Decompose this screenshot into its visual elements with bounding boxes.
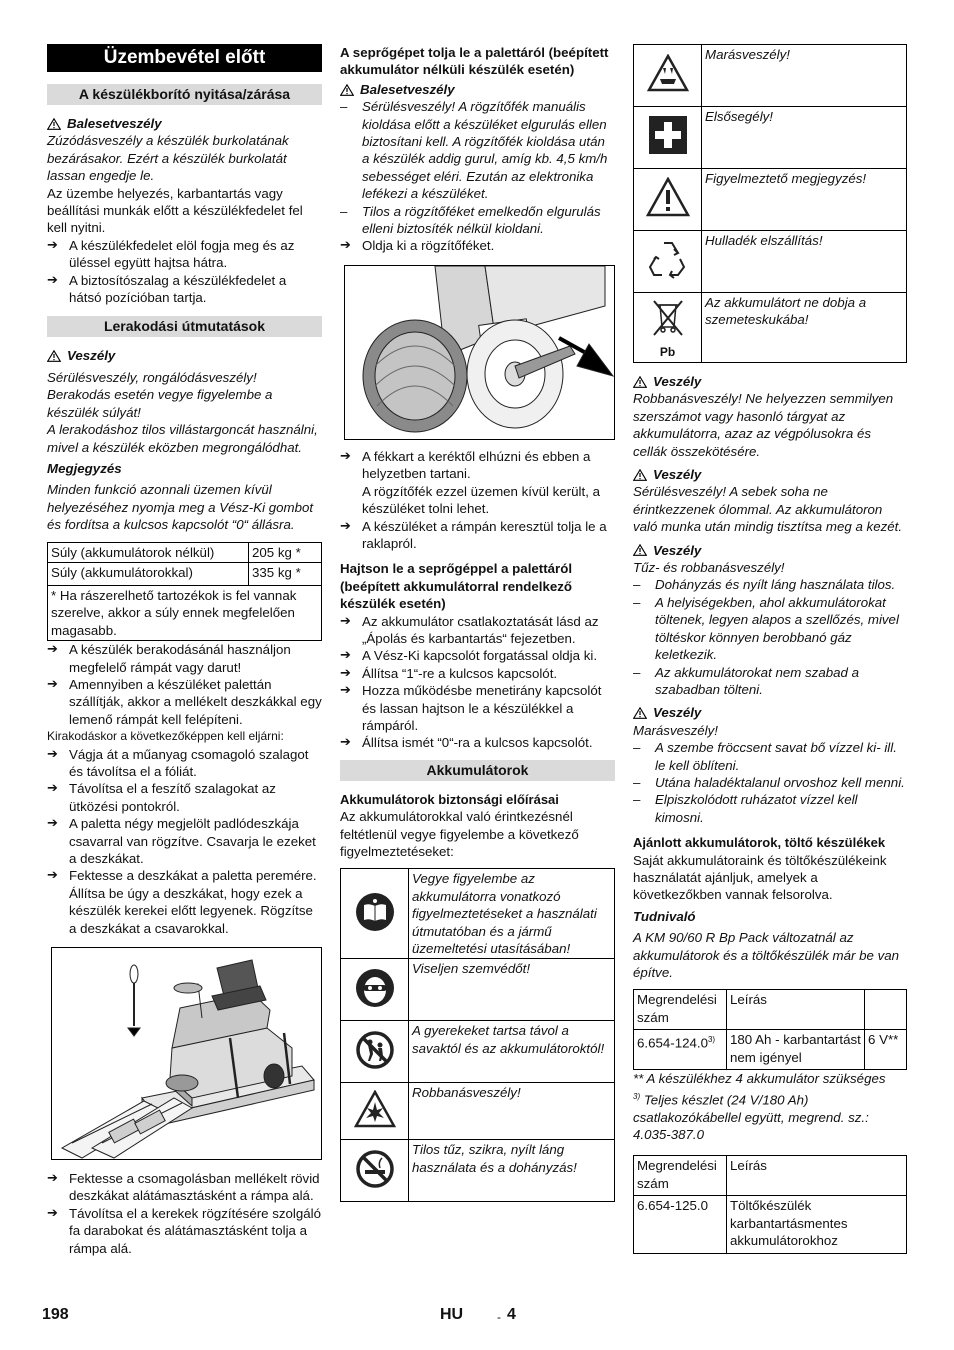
table-cell: 180 Ah - karbantartást nem igényel <box>727 1030 865 1070</box>
warning-triangle-icon <box>633 707 647 719</box>
table-header: Leírás <box>727 1156 907 1196</box>
table-row <box>48 542 322 562</box>
table-row <box>634 45 907 107</box>
charger-table <box>633 1155 907 1254</box>
warning-accident <box>340 81 615 98</box>
middle-column <box>340 44 615 1202</box>
language-code: HU <box>440 1306 464 1323</box>
table-cell: 335 kg * <box>249 562 322 585</box>
warning-triangle-icon <box>340 84 354 96</box>
warning-triangle-icon <box>633 469 647 481</box>
step: ➔ Állítsa ismét “0“-ra a kulcsos kapcsolót. <box>340 734 615 751</box>
warning-danger <box>633 373 907 390</box>
weight-table <box>47 542 322 642</box>
heading-unloading: Lerakodási útmutatások <box>47 316 322 337</box>
warning-item: – A szembe fröccsent savat bő vízzel ki- ill. le kell öblíteni. <box>633 739 907 774</box>
table-cell: 6.654-125.0 <box>634 1196 727 1254</box>
table-row <box>634 1196 907 1254</box>
table-cell: Töltőkészülék karbantartásmentes akkumulátorokhoz <box>727 1196 907 1254</box>
warning-title: Veszély <box>67 348 116 364</box>
table-row <box>341 959 615 1021</box>
table-row <box>48 562 322 585</box>
general-warning-icon <box>646 177 690 217</box>
warning-item: – Dohányzás és nyílt láng használata tilos. <box>633 576 907 593</box>
step: ➔ Amennyiben a készüléket palettán szállítják, akkor a mellékelt deszkákkal egy lemenő rámpát kell felépíteni. <box>47 676 322 728</box>
table-row <box>341 1083 615 1140</box>
explosion-hazard-icon <box>354 1090 396 1128</box>
table-row <box>341 1140 615 1202</box>
step: ➔ Távolítsa el a kerekek rögzítésére szolgáló fa darabokat és alátámasztásként tolja a rámpa alá. <box>47 1205 322 1257</box>
footer-separator: - <box>497 1310 501 1324</box>
no-fire-no-smoking-icon <box>355 1149 395 1189</box>
read-manual-icon <box>355 892 395 932</box>
heading-drive-down: Hajtson le a seprőgéppel a palettáról (beépített akkumulátorral rendelkező készülék esetén) <box>340 561 573 612</box>
warning-danger <box>633 704 907 721</box>
step: ➔ Hozza működésbe menetirány kapcsolót és lassan hajtson le a készülékkel a rámpáról. <box>340 682 615 734</box>
right-column <box>633 44 907 1254</box>
keep-children-away-icon <box>355 1030 395 1070</box>
table-header: Megrendelési szám <box>634 990 727 1030</box>
table-row <box>634 1156 907 1196</box>
symbol-table <box>340 868 615 1202</box>
warning-title: Veszély <box>653 374 702 389</box>
left-column <box>47 44 322 1257</box>
warning-danger <box>633 466 907 483</box>
warning-text: A lerakodáshoz tilos villástargoncát használni, mivel a készülék eközben megrongálódhat. <box>47 422 318 455</box>
symbol-description: Figyelmeztető megjegyzés! <box>702 169 907 231</box>
paragraph: Az üzembe helyezés, karbantartás vagy beállítási munkák előtt a készülékfedelet fel kell nyitni. <box>47 185 303 236</box>
brake-figure <box>344 265 615 440</box>
table-row <box>634 293 907 363</box>
warning-triangle-icon <box>633 376 647 388</box>
symbol-description: Hulladék elszállítás! <box>702 231 907 293</box>
step-detail: A rögzítőfék ezzel üzemen kívül került, a készüléket tolni lehet. <box>362 483 600 517</box>
warning-text: Sérülésveszély, rongálódásveszély! <box>47 369 257 385</box>
table-row <box>634 169 907 231</box>
table-header: Megrendelési szám <box>634 1156 727 1196</box>
heading-batteries: Akkumulátorok <box>340 760 615 781</box>
battery-table <box>633 989 907 1070</box>
table-cell: 205 kg * <box>249 542 322 562</box>
table-footnote: ** A készülékhez 4 akkumulátor szükséges <box>633 1071 886 1087</box>
warning-item: – Elpiszkolódott ruházatot vízzel kell kimosni. <box>633 791 907 826</box>
section-title-before-start: Üzembevétel előtt <box>47 44 322 72</box>
table-row <box>634 107 907 169</box>
step: ➔ Távolítsa el a feszítő szalagokat az ütközési pontokról. <box>47 780 322 815</box>
warning-triangle-icon <box>633 544 647 556</box>
sub-page-number: 4 <box>507 1306 516 1323</box>
warning-item: – Sérülésveszély! A rögzítőfék manuális kioldása előtt a készüléket elgurulás ellen biztosítani kell. A rögzítőfék kioldása után a készülék addig gurul, amíg kb. 4,5 km/h sebességet eléri. Ezután az elektronika lefékezi a készüléket. <box>340 98 615 202</box>
warning-title: Veszély <box>653 705 702 721</box>
heading-cover: A készülékborító nyitása/zárása <box>47 84 322 105</box>
step: ➔ Fektesse a csomagolásban mellékelt rövid deszkákat alátámasztásként a rámpa alá. <box>47 1170 322 1205</box>
symbol-description: A gyerekeket tartsa távol a savaktól és az akkumulátoroktól! <box>409 1021 615 1083</box>
tip-text: A KM 90/60 R Bp Pack változatnál az akkumulátorok és a töltőkészülék már be van építve. <box>633 930 900 980</box>
table-row <box>634 231 907 293</box>
step: ➔ Fektesse a deszkákat a paletta peremére. Állítsa be úgy a deszkákat, hogy ezek a készülék kerekei előtt legyenek. Rögzítse a deszkákat a csavarokkal. <box>47 867 322 937</box>
step: ➔ A biztosítószalag a készülékfedelet a hátsó pozícióban tartja. <box>47 272 322 307</box>
warning-item: – Az akkumulátorokat nem szabad a szabadban tölteni. <box>633 664 907 699</box>
heading-recommended: Ajánlott akkumulátorok, töltő készülékek <box>633 835 886 851</box>
corrosive-hazard-icon <box>647 54 689 92</box>
brake-lever-illustration <box>345 266 615 440</box>
warning-item: – Utána haladéktalanul orvoshoz kell menni. <box>633 774 907 791</box>
step: ➔ A paletta négy megjelölt padlódeszkája csavarral van rögzítve. Csavarja le ezeket a deszkákat. <box>47 815 322 867</box>
table-cell: 6.654-124.0$^{3)}$ <box>634 1030 727 1070</box>
heading-push-down: A seprőgépet tolja le a palettáról (beépített akkumulátor nélküli készülék esetén) <box>340 45 609 78</box>
step: ➔ Vágja át a műanyag csomagoló szalagot és távolítsa el a fóliát. <box>47 746 322 781</box>
warning-title: Balesetveszély <box>67 116 162 131</box>
warning-item: – Tilos a rögzítőféket emelkedőn elgurulás elleni biztosíték nélkül kioldani. <box>340 203 615 238</box>
table-header: Leírás <box>727 990 865 1030</box>
table-cell: Súly (akkumulátorokkal) <box>48 562 249 585</box>
symbol-description: Az akkumulátort ne dobja a szemeteskukába! <box>702 293 907 363</box>
table-cell: 6 V** <box>865 1030 907 1070</box>
table-row <box>634 1030 907 1070</box>
table-note: * Ha rászerelhető tartozékok is fel vannak szerelve, akkor a súly ennek megfelelően magasabb. <box>48 585 322 640</box>
symbol-description: Viseljen szemvédőt! <box>409 959 615 1021</box>
paragraph: Az akkumulátorokkal való érintkezésnél feltétlenül vegye figyelembe a következő figyelmeztetéseket: <box>340 809 579 859</box>
pb-label: Pb <box>659 344 676 359</box>
step: ➔ Oldja ki a rögzítőféket. <box>340 237 615 254</box>
unloading-figure <box>51 947 322 1160</box>
warning-text: Berakodás esetén vegye figyelembe a készülék súlyát! <box>47 387 273 420</box>
heading-battery-safety: Akkumulátorok biztonsági előírásai <box>340 791 559 807</box>
warning-text: Marásveszély! <box>633 722 718 738</box>
eye-protection-icon <box>355 968 395 1008</box>
warning-danger <box>633 542 907 559</box>
table-cell: Súly (akkumulátorok nélkül) <box>48 542 249 562</box>
warning-text: Sérülésveszély! A sebek soha ne érintkezzenek ólommal. Az akkumulátoron való munka után mindig tisztítsa meg a kezét. <box>633 484 903 535</box>
warning-title: Veszély <box>653 542 702 558</box>
symbol-description: Tilos tűz, szikra, nyílt láng használata és a dohányzás! <box>409 1140 615 1202</box>
step: ➔ Az akkumulátor csatlakoztatását lásd az „Ápolás és karbantartás“ fejezetben. <box>340 613 615 648</box>
note-title: Megjegyzés <box>47 460 122 476</box>
note-text: Minden funkció azonnali üzemen kívül helyezéséhez nyomja meg a Vész-Ki gombot és fordítsa a kulcsos kapcsolót “0“ állásra. <box>47 482 314 533</box>
table-row <box>634 990 907 1030</box>
warning-triangle-icon <box>47 350 61 362</box>
symbol-description: Robbanásveszély! <box>409 1083 615 1140</box>
table-footnote: $^{3)}$ Teljes készlet (24 V/180 Ah) csatlakozókábellel együtt, megrend. sz.: 4.035-387.0 <box>633 1091 869 1143</box>
table-row <box>48 585 322 640</box>
warning-accident <box>47 115 322 132</box>
symbol-description: Vegye figyelembe az akkumulátorra vonatkozó figyelmeztetéseket a használati útmutatóban és a jármű üzemeltetési utasításában! <box>409 869 615 959</box>
recycling-icon <box>644 237 692 281</box>
paragraph: Saját akkumulátoraink és töltőkészülékeink használatát ajánljuk, amelyek a következőkben vannak felsorolva. <box>633 852 887 903</box>
warning-text: Zúzódásveszély a készülék burkolatának bezárásakor. Ezért a készülék burkolatát lassan engedje le. <box>47 133 289 184</box>
symbol-description: Marásveszély! <box>702 45 907 107</box>
warning-triangle-icon <box>47 118 61 130</box>
step: ➔ A készüléket a rámpán keresztül tolja le a raklapról. <box>340 518 615 553</box>
step: ➔ A fékkart a keréktől elhúzni és ebben a helyzetben tartani. <box>340 448 615 483</box>
paragraph: Kirakodáskor a következőképpen kell eljárni: <box>47 729 284 744</box>
symbol-description: Elsősegély! <box>702 107 907 169</box>
warning-title: Balesetveszély <box>360 81 455 97</box>
step: ➔ A készülékfedelet elöl fogja meg és az üléssel együtt hajtsa hátra. <box>47 237 322 272</box>
warning-text: Robbanásveszély! Ne helyezzen semmilyen szerszámot vagy hasonló tárgyat az akkumulátorra, azaz az végpólusokra és cellák összekötésére. <box>633 391 894 459</box>
warning-danger <box>47 347 322 364</box>
step: ➔ Állítsa “1“-re a kulcsos kapcsolót. <box>340 665 615 682</box>
step: ➔ A készülék berakodásánál használjon megfelelő rámpát vagy darut! <box>47 641 322 676</box>
no-trash-bin-icon <box>648 297 688 341</box>
tip-title: Tudnivaló <box>633 908 696 924</box>
step: ➔ A Vész-Ki kapcsolót forgatással oldja ki. <box>340 647 615 664</box>
warning-item: – A helyiségekben, ahol akkumulátorokat töltenek, legyen alapos a szellőzés, mivel töltéskor könnyen berobbanó gáz keletkezik. <box>633 594 907 664</box>
table-row <box>341 869 615 959</box>
sweeper-on-pallet-illustration <box>52 948 322 1160</box>
warning-text: Tűz- és robbanásveszély! <box>633 560 785 576</box>
table-row <box>341 1021 615 1083</box>
symbol-table-continued <box>633 44 907 363</box>
first-aid-icon <box>648 115 688 155</box>
warning-title: Veszély <box>653 467 702 483</box>
page-number: 198 <box>42 1306 69 1323</box>
